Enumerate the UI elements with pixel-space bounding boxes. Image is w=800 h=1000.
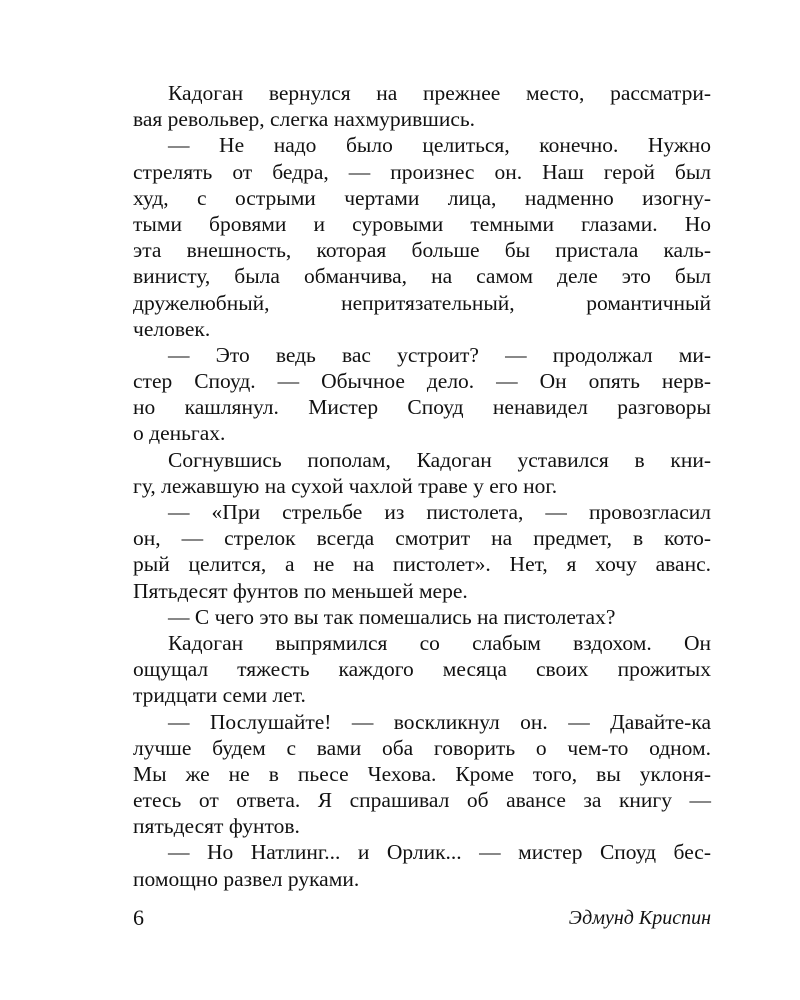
text-line: лучше будем с вами оба говорить о чем-то одном. (133, 735, 711, 760)
text-line: — Но Натлинг... и Орлик... — мистер Споуд бес- (168, 840, 711, 865)
text-line: дружелюбный, непритязательный, романтичный (133, 290, 711, 315)
text-line: Кадоган вернулся на прежнее место, рассматри- (168, 81, 711, 105)
text-line: помощно развел руками. (133, 866, 360, 891)
text-line: эта внешность, которая больше бы пристала каль- (133, 238, 711, 263)
page-footer (133, 903, 711, 933)
text-line: тыми бровями и суровыми темными глазами. Но (133, 211, 711, 236)
text-line: Согнувшись пополам, Кадоган уставился в кни- (168, 447, 711, 472)
text-line: етесь от ответа. Я спрашивал об авансе за книгу — (133, 788, 711, 813)
text-line: Пятьдесят фунтов по меньшей мере. (133, 578, 468, 603)
text-line: — Это ведь вас устроит? — продолжал ми- (168, 342, 711, 367)
text-line: Мы же не в пьесе Чехова. Кроме того, вы уклоня- (133, 761, 711, 786)
text-line: — «При стрельбе из пистолета, — провозгласил (168, 500, 711, 524)
text-line: ощущал тяжесть каждого месяца своих прожитых (133, 657, 711, 682)
text-line: стрелять от бедра, — произнес он. Наш герой был (133, 159, 711, 184)
text-line: о деньгах. (133, 421, 226, 446)
page-number: 6 (133, 905, 144, 930)
text-line: худ, с острыми чертами лица, надменно изогну- (133, 185, 711, 210)
text-line: человек. (133, 316, 211, 341)
text-line: тридцати семи лет. (133, 683, 306, 708)
text-line: — Послушайте! — воскликнул он. — Давайте-ка (168, 709, 711, 734)
text-line: вая револьвер, слегка нахмурившись. (133, 107, 476, 132)
running-head-author: Эдмунд Криспин (568, 907, 711, 929)
text-line: но кашлянул. Мистер Споуд ненавидел разговоры (133, 395, 711, 420)
text-line: гу, лежавшую на сухой чахлой траве у его ног. (133, 473, 558, 498)
text-line: пятьдесят фунтов. (133, 814, 300, 839)
text-line: он, — стрелок всегда смотрит на предмет, в кото- (133, 526, 711, 551)
text-line: стер Споуд. — Обычное дело. — Он опять нерв- (133, 369, 711, 394)
text-line: винисту, была обманчива, на самом деле это был (133, 264, 711, 289)
text-line: — Не надо было целиться, конечно. Нужно (168, 133, 711, 158)
page-body-text (133, 80, 711, 892)
text-line: рый целится, а не на пистолет». Нет, я хочу аванс. (133, 552, 711, 577)
text-line: Кадоган выпрямился со слабым вздохом. Он (168, 630, 711, 655)
text-line: — С чего это вы так помешались на пистолетах? (168, 604, 616, 629)
